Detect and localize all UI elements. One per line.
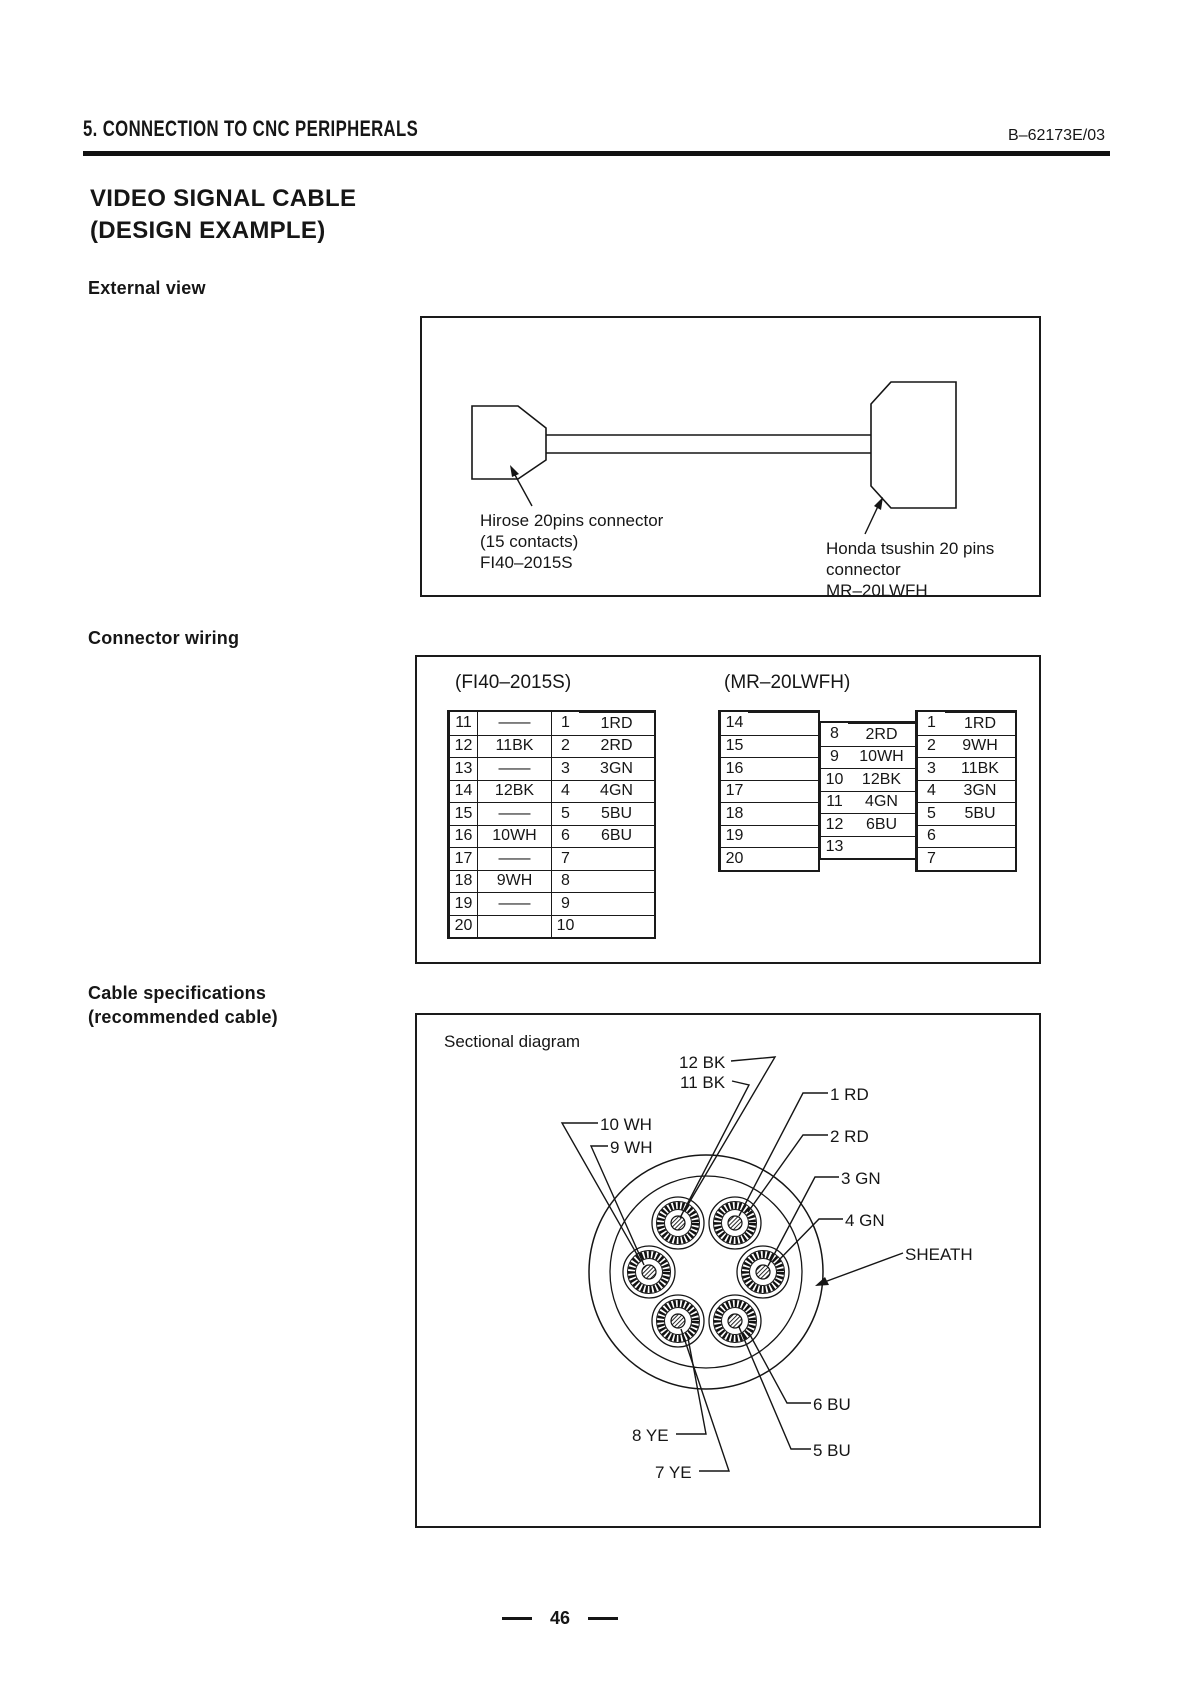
mr20-pin: 11	[820, 791, 848, 814]
mr20-pin: 4	[917, 780, 945, 803]
mr20-signal: 9WH	[945, 735, 1015, 758]
mr20-signal	[945, 847, 1015, 870]
mr20-signal	[748, 735, 818, 758]
mr20-signal: 3GN	[945, 780, 1015, 803]
mr20-pin: 15	[720, 735, 748, 758]
wire-label-11bk: 11 BK	[680, 1073, 726, 1092]
hirose-label-line2: (15 contacts)	[480, 532, 579, 551]
fi40-signal-left: ——	[477, 802, 551, 825]
mr20-signal	[748, 847, 818, 870]
fi40-pin-right: 8	[551, 870, 579, 893]
fi40-signal-right	[579, 915, 654, 938]
mr20-signal	[748, 712, 818, 735]
mr20-pin: 14	[720, 712, 748, 735]
mr20-pin: 6	[917, 825, 945, 848]
mr20-signal	[748, 825, 818, 848]
arrow-head-right	[874, 497, 883, 510]
fi40-pin-left: 11	[449, 712, 477, 735]
mr20-pin: 3	[917, 757, 945, 780]
fi40-signal-left: ——	[477, 847, 551, 870]
wire-label-7ye: 7 YE	[655, 1463, 692, 1482]
leader-1rd	[739, 1093, 828, 1216]
fi40-signal-right: 6BU	[579, 825, 654, 848]
fi40-pin-right: 6	[551, 825, 579, 848]
fi40-pin-table	[447, 710, 656, 939]
fi40-signal-right: 4GN	[579, 780, 654, 803]
document-code: B–62173E/03	[1008, 127, 1105, 144]
fi40-pin-left: 20	[449, 915, 477, 938]
page-title-line2: (DESIGN EXAMPLE)	[90, 217, 326, 244]
fi40-pin-left: 13	[449, 757, 477, 780]
label-cable-specifications: Cable specifications	[88, 983, 267, 1003]
page-title-line1: VIDEO SIGNAL CABLE	[90, 185, 357, 212]
fi40-pin-left: 14	[449, 780, 477, 803]
label-connector-wiring: Connector wiring	[88, 628, 240, 648]
mr20-pin: 16	[720, 757, 748, 780]
coax-wire-bottom-left	[652, 1295, 704, 1347]
coax-wire-top-left	[652, 1197, 704, 1249]
fi40-pin-right: 3	[551, 757, 579, 780]
page-number: 46	[549, 1608, 571, 1628]
mr20-signal	[945, 825, 1015, 848]
fi40-signal-left: ——	[477, 712, 551, 735]
mr20-signal: 4GN	[848, 791, 915, 814]
fi40-pin-right: 5	[551, 802, 579, 825]
mr20-pin: 12	[820, 813, 848, 836]
mr20-pin: 13	[820, 836, 848, 859]
mr20-signal	[848, 836, 915, 859]
fi40-pin-right: 4	[551, 780, 579, 803]
coax-wire-right	[737, 1246, 789, 1298]
mr20-pin: 19	[720, 825, 748, 848]
hirose-label-line3: FI40–2015S	[480, 553, 573, 572]
honda-label-line3: MR–20LWFH	[826, 581, 928, 600]
mr20-pin: 10	[820, 768, 848, 791]
mr20-pin: 9	[820, 746, 848, 769]
fi40-signal-left: ——	[477, 892, 551, 915]
mr20-pin: 1	[917, 712, 945, 735]
fi40-pin-left: 15	[449, 802, 477, 825]
fi40-signal-left	[477, 915, 551, 938]
mr20-signal: 12BK	[848, 768, 915, 791]
fi40-signal-right	[579, 847, 654, 870]
honda-label-line2: connector	[826, 560, 901, 579]
label-recommended-cable: (recommended cable)	[88, 1007, 278, 1027]
wire-label-3gn: 3 GN	[841, 1169, 881, 1188]
wire-label-9wh: 9 WH	[610, 1138, 653, 1157]
fi40-pin-left: 16	[449, 825, 477, 848]
wire-label-12bk: 12 BK	[679, 1053, 726, 1072]
sectional-diagram-figure	[415, 1013, 1041, 1528]
mr20-pin: 8	[820, 723, 848, 746]
mr20-pin: 18	[720, 802, 748, 825]
fi40-pin-left: 19	[449, 892, 477, 915]
mr20-pin-table-right	[915, 710, 1017, 872]
mr20-signal	[748, 780, 818, 803]
fi40-signal-right	[579, 892, 654, 915]
wire-label-6bu: 6 BU	[813, 1395, 851, 1414]
cable-cross-section	[417, 1015, 1039, 1526]
fi40-signal-right: 3GN	[579, 757, 654, 780]
fi40-signal-right: 1RD	[579, 712, 654, 735]
connector-wiring-figure	[415, 655, 1041, 964]
leader-6bu	[749, 1333, 811, 1403]
wire-label-4gn: 4 GN	[845, 1211, 885, 1230]
wire-label-8ye: 8 YE	[632, 1426, 669, 1445]
footer-dash-left	[502, 1617, 532, 1620]
label-external-view: External view	[88, 278, 206, 298]
fi40-pin-right: 7	[551, 847, 579, 870]
chapter-header: 5. CONNECTION TO CNC PERIPHERALS	[83, 116, 419, 141]
fi40-signal-left: 9WH	[477, 870, 551, 893]
mr20-signal	[748, 757, 818, 780]
fi40-signal-right: 2RD	[579, 735, 654, 758]
mr20-signal: 6BU	[848, 813, 915, 836]
fi40-pin-right: 10	[551, 915, 579, 938]
leader-sheath	[819, 1253, 903, 1284]
honda-label-line1: Honda tsushin 20 pins	[826, 539, 995, 558]
hirose-connector-shape	[472, 406, 546, 479]
mr20-pin-table-left	[718, 710, 820, 872]
wire-label-2rd: 2 RD	[830, 1127, 869, 1146]
sheath-arrow-head	[815, 1277, 829, 1286]
coax-wire-left	[623, 1246, 675, 1298]
fi40-pin-right: 1	[551, 712, 579, 735]
mr20-pin-table-middle	[818, 721, 917, 860]
mr20-pin: 5	[917, 802, 945, 825]
external-view-figure	[420, 316, 1041, 600]
fi40-pin-left: 18	[449, 870, 477, 893]
fi40-pin-left: 17	[449, 847, 477, 870]
footer-dash-right	[588, 1617, 618, 1620]
mr20-signal: 1RD	[945, 712, 1015, 735]
mr20-signal: 10WH	[848, 746, 915, 769]
mr20-pin: 7	[917, 847, 945, 870]
coax-wire-bottom-right	[709, 1295, 761, 1347]
leader-5bu	[739, 1327, 811, 1449]
fi40-signal-left: 11BK	[477, 735, 551, 758]
mr20-signal: 11BK	[945, 757, 1015, 780]
mr20-pin: 17	[720, 780, 748, 803]
fi40-pin-right: 9	[551, 892, 579, 915]
mr20-signal	[748, 802, 818, 825]
mr20-signal: 2RD	[848, 723, 915, 746]
fi40-table-title: (FI40–2015S)	[455, 672, 572, 693]
leader-2rd	[748, 1135, 828, 1212]
header-rule	[83, 151, 1110, 156]
page-footer	[495, 1608, 625, 1629]
fi40-pin-right: 2	[551, 735, 579, 758]
mr20-pin: 2	[917, 735, 945, 758]
hirose-label-line1: Hirose 20pins connector	[480, 511, 664, 530]
wire-label-sheath: SHEATH	[905, 1245, 973, 1264]
mr20-table-title: (MR–20LWFH)	[724, 672, 851, 693]
wire-label-1rd: 1 RD	[830, 1085, 869, 1104]
wire-label-10wh: 10 WH	[600, 1115, 652, 1134]
fi40-signal-right: 5BU	[579, 802, 654, 825]
honda-connector-shape	[871, 382, 956, 508]
sectional-diagram-title: Sectional diagram	[444, 1032, 581, 1051]
mr20-signal: 5BU	[945, 802, 1015, 825]
fi40-signal-right	[579, 870, 654, 893]
fi40-pin-left: 12	[449, 735, 477, 758]
leader-4gn	[777, 1219, 843, 1262]
wire-label-5bu: 5 BU	[813, 1441, 851, 1460]
leader-7ye	[681, 1329, 729, 1471]
fi40-signal-left: ——	[477, 757, 551, 780]
fi40-signal-left: 10WH	[477, 825, 551, 848]
fi40-signal-left: 12BK	[477, 780, 551, 803]
mr20-pin: 20	[720, 847, 748, 870]
